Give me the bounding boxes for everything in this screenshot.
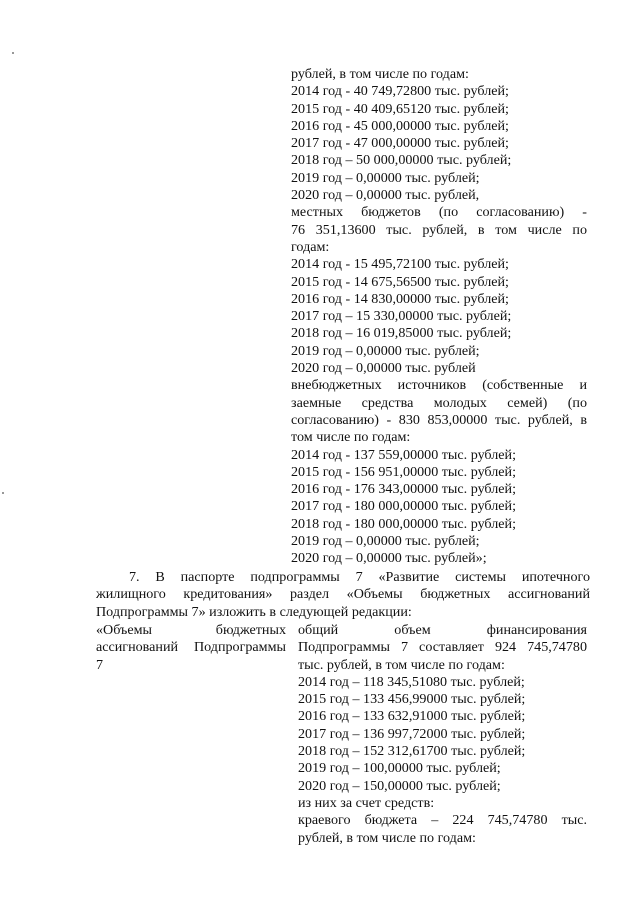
text-line: «Объемы бюджетных [96, 622, 286, 638]
scan-speck [12, 52, 14, 54]
text-line: 2019 год – 0,00000 тыс. рублей; [291, 169, 480, 186]
text-line: заемные средства молодых семей) (по [291, 394, 587, 411]
text-line: 2015 год - 14 675,56500 тыс. рублей; [291, 273, 509, 290]
text-line: 2015 год – 133 456,99000 тыс. рублей; [298, 691, 526, 708]
text-line: 2016 год - 45 000,00000 тыс. рублей; [291, 117, 509, 134]
text-line: рублей, в том числе по годам: [298, 829, 476, 846]
text-line: том числе по годам: [291, 429, 411, 446]
text-line: 2018 год – 16 019,85000 тыс. рублей; [291, 325, 512, 342]
text-line: 2017 год - 47 000,00000 тыс. рублей; [291, 135, 509, 152]
text-line: тыс. рублей, в том числе по годам: [298, 656, 505, 673]
scan-speck [2, 492, 4, 494]
text-line: 2017 год - 180 000,00000 тыс. рублей; [291, 498, 516, 515]
text-line: ассигнований Подпрограммы [96, 639, 286, 656]
text-line: согласованию) - 830 853,00000 тыс. рублей, в [291, 411, 587, 428]
funding-continuation-column [291, 66, 587, 568]
text-line: 7. В паспорте подпрограммы 7 «Развитие системы ипотечного [129, 569, 590, 585]
text-line: рублей, в том числе по годам: [291, 66, 469, 82]
text-line: местных бюджетов (по согласованию) - [291, 204, 587, 221]
text-line: 2017 год – 15 330,00000 тыс. рублей; [291, 308, 512, 325]
text-line: краевого бюджета – 224 745,74780 тыс. [298, 812, 587, 829]
text-line: 2020 год – 150,00000 тыс. рублей; [298, 777, 501, 794]
subprogram-7-funding-column [298, 622, 587, 847]
text-line: 2016 год - 14 830,00000 тыс. рублей; [291, 290, 509, 307]
text-line: жилищного кредитования» раздел «Объемы бюджетных ассигнований [96, 586, 590, 603]
text-line: 2018 год - 180 000,00000 тыс. рублей; [291, 515, 516, 532]
text-line: Подпрограммы 7 составляет 924 745,74780 [298, 639, 587, 656]
text-line: общий объем финансирования [298, 622, 587, 638]
text-line: 2016 год – 133 632,91000 тыс. рублей; [298, 708, 526, 725]
text-line: 2017 год – 136 997,72000 тыс. рублей; [298, 725, 526, 742]
text-line: 2019 год – 100,00000 тыс. рублей; [298, 760, 501, 777]
text-line: 2015 год - 40 409,65120 тыс. рублей; [291, 100, 509, 117]
text-line: годам: [291, 238, 330, 255]
budget-allocation-label [96, 622, 286, 674]
text-line: 2020 год – 0,00000 тыс. рублей [291, 360, 476, 377]
text-line: 2014 год - 40 749,72800 тыс. рублей; [291, 83, 509, 100]
text-line: 2020 год – 0,00000 тыс. рублей, [291, 187, 480, 204]
text-line: 76 351,13600 тыс. рублей, в том числе по [291, 221, 587, 238]
text-line: 7 [96, 656, 104, 673]
text-line: 2019 год – 0,00000 тыс. рублей; [291, 533, 480, 550]
text-line: 2015 год - 156 951,00000 тыс. рублей; [291, 463, 516, 480]
text-line: 2020 год – 0,00000 тыс. рублей»; [291, 550, 487, 567]
text-line: внебюджетных источников (собственные и [291, 377, 587, 394]
text-line: 2014 год - 137 559,00000 тыс. рублей; [291, 446, 516, 463]
text-line: 2014 год - 15 495,72100 тыс. рублей; [291, 256, 509, 273]
text-line: 2018 год – 50 000,00000 тыс. рублей; [291, 152, 512, 169]
section-7-paragraph [96, 569, 590, 621]
text-line: Подпрограммы 7» изложить в следующей редакции: [96, 603, 412, 620]
text-line: 2016 год - 176 343,00000 тыс. рублей; [291, 481, 516, 498]
text-line: 2018 год – 152 312,61700 тыс. рублей; [298, 743, 526, 760]
text-line: 2019 год – 0,00000 тыс. рублей; [291, 342, 480, 359]
text-line: 2014 год – 118 345,51080 тыс. рублей; [298, 673, 525, 690]
text-line: из них за счет средств: [298, 794, 435, 811]
